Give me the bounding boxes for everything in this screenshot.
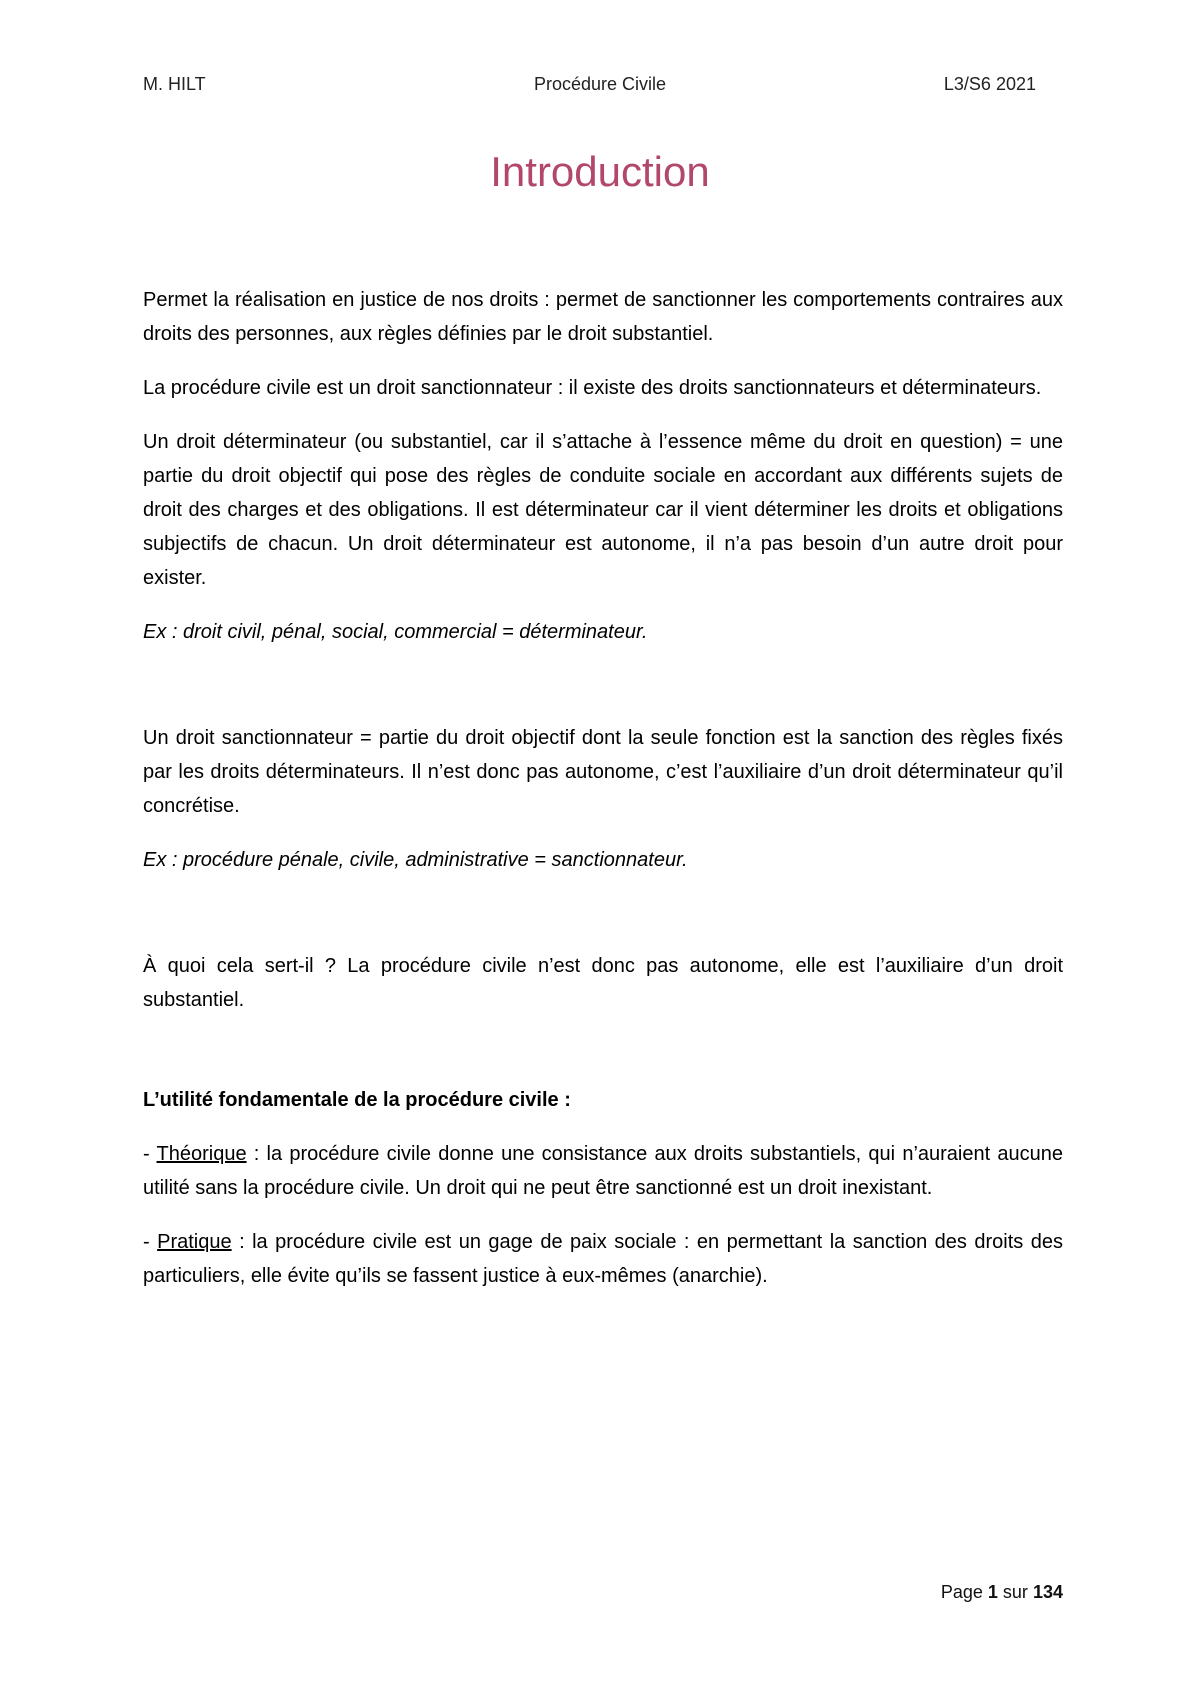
header-author: M. HILT (143, 74, 206, 94)
example-sanctionnateur: Ex : procédure pénale, civile, administrative = sanctionnateur. (143, 849, 688, 871)
paragraph-a-quoi: À quoi cela sert-il ? La procédure civile n’est donc pas autonome, elle est l’auxiliaire d’un droit substantiel. (143, 955, 1063, 1011)
item-theorique-label: Théorique (156, 1143, 247, 1165)
header-term: L3/S6 2021 (943, 74, 1036, 94)
item-pratique (143, 1225, 1063, 1293)
item-pratique-label: Pratique (157, 1231, 232, 1253)
footer-page-number: 1 (987, 1582, 998, 1602)
item-theorique (143, 1137, 1063, 1205)
page-footer (941, 1582, 1063, 1603)
paragraph-intro: Permet la réalisation en justice de nos droits : permet de sanctionner les comportements contraires aux droits des personnes, aux règles définies par le droit substantiel. (143, 289, 1063, 345)
item-theorique-text: : la procédure civile donne une consistance aux droits substantiels, qui n’auraient aucune utilité sans la procédure civile. Un droit qui ne peut être sanctionné est un droit inexistant. (143, 1143, 1063, 1199)
footer-page-word: Page (940, 1582, 983, 1602)
paragraph-droit-sanctionnateur: Un droit sanctionnateur = partie du droit objectif dont la seule fonction est la sanction des règles fixés par les droits déterminateurs. Il n’est donc pas autonome, c’est l’auxiliaire d’un droit déterminateur qu’il concrétise. (143, 727, 1063, 817)
document-body (143, 283, 1063, 1313)
paragraph-sanctionnateur: La procédure civile est un droit sanctionnateur : il existe des droits sanctionnateurs et déterminateurs. (143, 377, 1042, 399)
utility-heading: L’utilité fondamentale de la procédure civile : (143, 1089, 571, 1111)
header-course: Procédure Civile (533, 74, 667, 94)
item-theorique-prefix: - (143, 1143, 157, 1165)
page-title: Introduction (490, 148, 710, 195)
paragraph-determinateur: Un droit déterminateur (ou substantiel, car il s’attache à l’essence même du droit en question) = une partie du droit objectif qui pose des règles de conduite sociale en accordant aux différents sujets de droit des charges et des obligations. Il est déterminateur car il vient déterminer les droits et obligations subjectifs de chacun. Un droit déterminateur est autonome, il n’a pas besoin d’un autre droit pour exister. (143, 431, 1063, 589)
example-determinateur: Ex : droit civil, pénal, social, commercial = déterminateur. (143, 621, 648, 643)
footer-of-word: sur (1002, 1582, 1028, 1602)
footer-total-pages: 134 (1032, 1582, 1063, 1602)
item-pratique-text: : la procédure civile est un gage de paix sociale : en permettant la sanction des droits des particuliers, elle évite qu’ils se fassent justice à eux-mêmes (anarchie). (143, 1231, 1063, 1287)
item-pratique-prefix: - (143, 1231, 158, 1253)
